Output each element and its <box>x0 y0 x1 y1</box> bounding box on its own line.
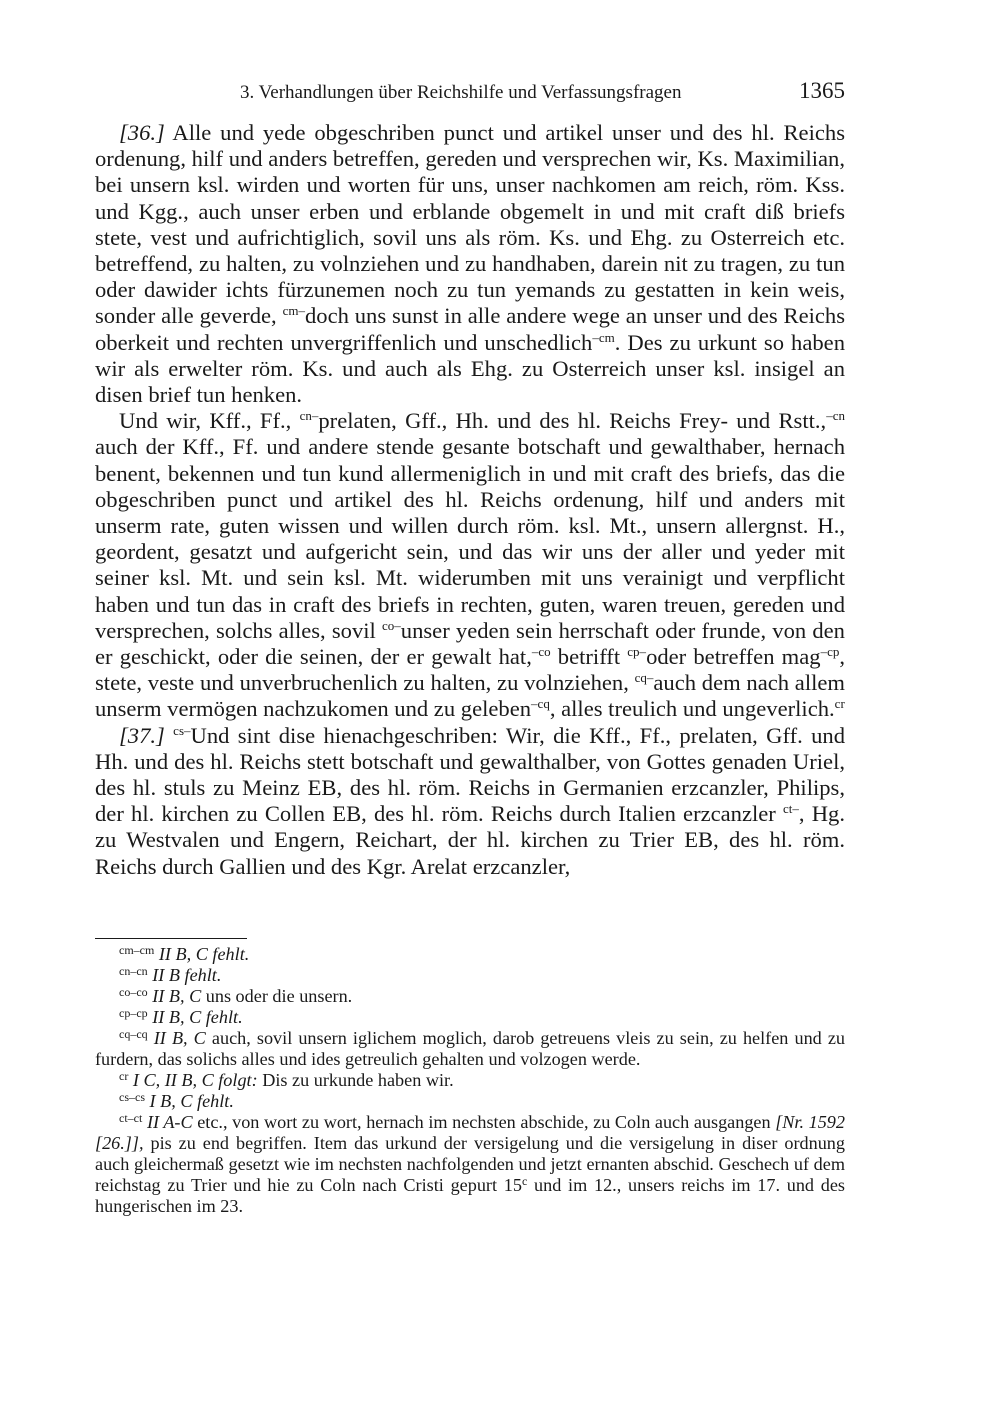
footnote-ref: ct– <box>783 801 799 817</box>
footnote-cq: $^{cq-cq}$ II B, C auch, sovil unsern iglichem moglich, darob getreuens vleis zu sein, zu helfen und zu furdern, das solichs alles und ides getreulich gehalten und volzogen werde. <box>95 1027 846 1069</box>
running-title: 3. Verhandlungen über Reichshilfe und Verfassungsfragen <box>240 82 682 103</box>
footnote-cr: $^{cr}$ I C, II B, C folgt: Dis zu urkunde haben wir. <box>119 1069 454 1090</box>
footnote-cm: $^{cm-cm}$ II B, C fehlt. <box>119 943 250 964</box>
footnote-ref: cq– <box>634 670 654 686</box>
footnote-ref: cn– <box>299 408 319 424</box>
paragraph-37: [37.] $^{cs-}$Und sint dise hienachgeschriben: Wir, die Kff., Ff., prelaten, Gff. und Hh. und des hl. Reichs stett botschaft und gewalthalber, von Gottes genaden Uriel, des hl. stuls zu Meinz EB, des hl. röm. Reichs in Germanien erzcanzler, Philips, der hl. kirchen zu Collen EB, des hl. röm. Reichs durch Italien erzcanzler $^{ct-}$, Hg. zu Westvalen und Engern, Reichart, der hl. kirchen zu Trier EB, des hl. röm. Reichs durch Gallien und des Kgr. Arelat erzcanzler, <box>95 722 845 879</box>
running-header <box>95 80 845 110</box>
footnote-ref: cm– <box>282 303 305 319</box>
footnote-cn: $^{cn-cn}$ II B fehlt. <box>119 964 222 985</box>
page-number: 1365 <box>799 78 845 103</box>
footnote-ref: cr <box>834 696 845 712</box>
main-text <box>95 120 845 880</box>
footnote-ref: –cn <box>826 408 845 424</box>
footnote-ref: –cm <box>592 329 615 345</box>
footnote-ref: –co <box>531 644 551 660</box>
footnote-cp: $^{cp-cp}$ II B, C fehlt. <box>119 1006 243 1027</box>
footnote-ref: –cq <box>531 696 550 712</box>
paragraph-36: [36.] Alle und yede obgeschriben punct und artikel unser und des hl. Reichs ordenung, hilf und anders betreffen, gereden und versprechen wir, Ks. Maximilian, bei unsern ksl. wirden und worten für uns, unser nachkomen am reich, röm. Kss. und Kgg., auch unser erben und erblande obgemelt in und mit craft diß briefs stete, vest und aufrichtiglich, sovil uns als röm. Ks. und Ehg. zu Osterreich etc. betreffend, zu halten, zu volnziehen und zu handhaben, darein nit zu tragen, zu tun oder dawider ichts fürzunemen noch zu tun yemands zu gestatten in kein weis, sonder alle geverde, $^{cm-}$doch uns sunst in alle andere wege an unser und des Reichs oberkeit und rechten unvergriffenlich und unschedlich$^{-cm}$. Des zu urkunt so haben wir als erwelter röm. Ks. und auch als Ehg. zu Osterreich unser ksl. insigel an disen brief tun henken. <box>95 120 845 408</box>
footnote-ref: cs– <box>173 722 191 738</box>
footnote-divider <box>95 938 247 939</box>
footnote-ref: –cp <box>820 644 840 660</box>
paragraph-und-wir: Und wir, Kff., Ff., $^{cn-}$prelaten, Gff., Hh. und des hl. Reichs Frey- und Rstt.,$^{-cn}$ auch der Kff., Ff. und andere stende gesante botschaft und gewalthaber, hernach benent, bekennen und tun kund allermeniglich in und mit craft des briefs, das die obgeschriben punct und artikel des hl. Reichs ordenung, hilf und anders mit unserm rate, guten wissen und willen durch röm. ksl. Mt., unsern allergnst. H., geordent, gesatzt und aufgericht sein, und das wir uns der aller und yeder mit seiner ksl. Mt. und sein ksl. Mt. widerumben mit uns verainigt und verpflicht haben und tun das in craft des briefs in rechten, guten, waren treuen, gereden und versprechen, solchs alles, sovil $^{co-}$unser yeden sein herrschaft oder frunde, von den er geschickt, oder die seinen, der er gewalt hat,$^{-co}$ betrifft $^{cp-}$oder betreffen mag$^{-cp}$, stete, veste und unverbruchenlich zu halten, zu volnziehen, $^{cq-}$auch dem nach allem unserm vermögen nachzukomen und zu geleben$^{-cq}$, alles treulich und ungeverlich.$^{cr}$ <box>95 408 845 722</box>
footnote-ct: $^{ct-ct}$ II A-C etc., von wort zu wort, hernach im nechsten abschide, zu Coln auch ausgangen [Nr. 1592 [26.]], pis zu end begriffen. Item das urkund der versigelung und die versigelung in diser ordnung auch gleichermaß gesetzt wie im nechsten nachfolgenden und jetzt ernanten abschid. Geschech uf dem reichstag zu Trier und hie zu Coln nach Cristi gepurt 15$^c$ und im 12., unsers reichs im 17. und des hungerischen im 23. <box>95 1111 846 1216</box>
cross-reference: [Nr. 1592 [26.]], <box>95 1112 845 1153</box>
footnote-co: $^{co-co}$ II B, C uns oder die unsern. <box>119 985 353 1006</box>
paragraph-number: [36.] <box>119 120 165 145</box>
footnotes <box>95 944 845 1217</box>
footnote-ref: cp– <box>627 644 647 660</box>
footnote-cs: $^{cs-cs}$ I B, C fehlt. <box>119 1090 234 1111</box>
footnote-ref: co– <box>382 617 401 633</box>
paragraph-number: [37.] <box>119 722 165 748</box>
